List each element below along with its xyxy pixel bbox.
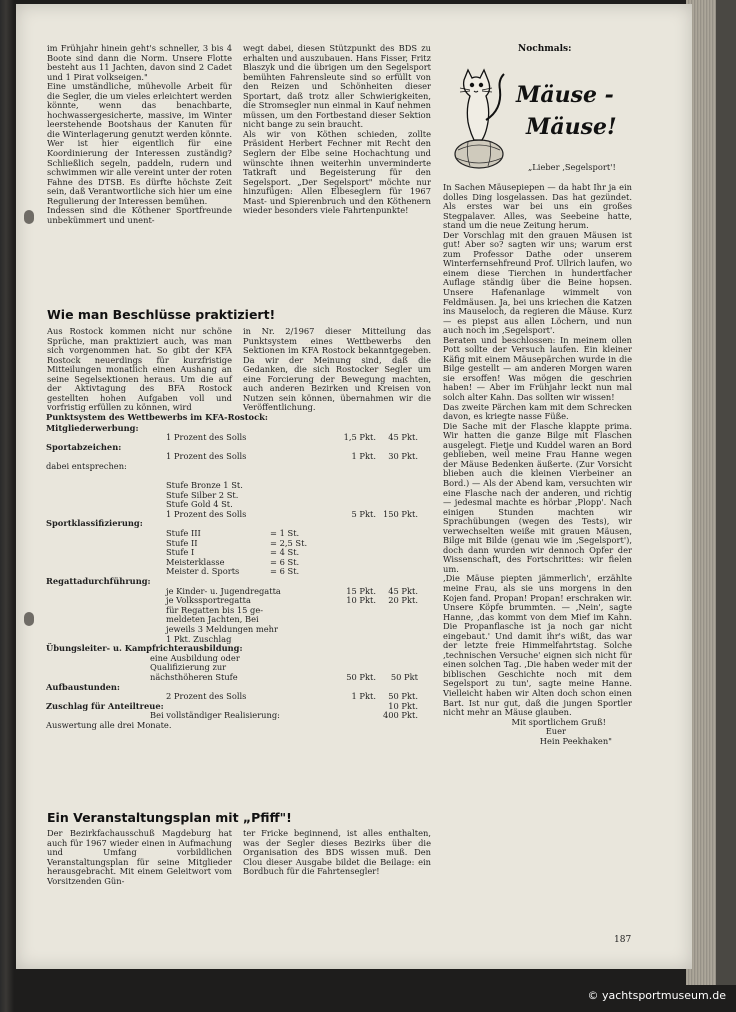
table-cell-cat: Sportabzeichen: — [46, 441, 122, 452]
signature-euer: Euer — [545, 726, 566, 737]
punch-hole — [24, 210, 34, 224]
title-line-1: Mäuse - — [516, 82, 614, 108]
section1-col2: in Nr. 2/1967 dieser Mitteilung das Punktsystem eines Wettbewerbs den Sektionen im KFA Rostock bekanntgegeben. Da wir der Meinung sind, daß die Gedanken, die sich Rostocker Segler um eine Forcierung der Bewegung machten, auch anderen Bezirken und Kreisen von Nutzen sein können, übernahmen wir die Veröffentlichung. — [243, 326, 431, 413]
table-cell-q: 50 Pkt — [390, 671, 418, 682]
table-cell-d: Stufe Gold 4 St. — [166, 499, 233, 510]
book-edge — [716, 0, 736, 985]
table-cell-e: = 6 St. — [270, 566, 300, 577]
table-cell-p: 1 Pkt. — [351, 451, 376, 462]
table-cell-d: Stufe II — [166, 537, 198, 548]
table-cell-e: = 2,5 St. — [270, 537, 308, 548]
table-cell-d: Stufe III — [166, 528, 201, 539]
page-number: 187 — [614, 935, 632, 945]
table-cell-d2: Qualifizierung zur — [150, 662, 227, 673]
paragraph: Der Vorschlag mit den grauen Mäusen ist gut! Aber so? sagten wir uns; warum erst zum Professor Dathe oder unserem Winterfernsehfreund Prof. Ullrich laufen, wo einem diese Tierchen in hundertfacher Auflage ständig über die Beine hopsen. Unsere Hafenanlage wimmelt von Feldmäusen. Ja, bei uns kriechen die Katzen ins Mauseloch, da regieren die Mäuse. Kurz — es piepst aus allen Löchern, und nun auch noch im ‚Segelsport'. — [443, 229, 632, 336]
table-row — [46, 539, 430, 549]
signature-name: Hein Peekhaken" — [539, 735, 612, 746]
table-cell-cat: Zuschlag für Anteiltreue: — [46, 700, 164, 711]
table-cell-d2: nächsthöheren Stufe — [150, 671, 238, 682]
table-row — [46, 491, 430, 501]
paragraph: ‚Die Mäuse piepten jämmerlich', erzählte meine Frau, als sie uns morgens in den Kojen fand. Propan! Propan! erschraken wir. Unsere Köpfe brummten. — ‚Nein', sagte Hanne, ‚das kommt von dem Mief im Kahn. Die Propanflasche ist ja noch gar nicht eingebaut.' Und damit ihr's wißt, das war der letzte freie Himmelfahrtstag. Solche ‚technischen Versuche' eignen sich nicht für einen solchen Tag. ‚Die haben weder mit der biblischen Geschichte noch mit dem Segelsport zu tun', sagte meine Hanne. Vielleicht haben wir Alten doch schon einen Bart. Ist nur gut, daß die jungen Sportler nicht mehr an Mäuse glauben. — [443, 573, 632, 718]
table-cell-d: Stufe Bronze 1 St. — [166, 480, 243, 491]
table-cell-d: Meisterklasse — [166, 556, 225, 567]
table-cell-q: 30 Pkt. — [388, 451, 418, 462]
points-table — [46, 413, 430, 731]
table-cell-d: 1 Pkt. Zuschlag — [166, 633, 232, 644]
table-row — [46, 625, 430, 635]
table-cell-d: Meister d. Sports — [166, 566, 240, 577]
table-row — [46, 519, 430, 529]
table-cell-d2: Bei vollständiger Realisierung: — [150, 710, 280, 721]
table-cell-q: 45 Pkt. — [388, 432, 418, 443]
table-cell-d: je Kinder- u. Jugendregatta — [166, 585, 281, 596]
letter-body — [443, 183, 632, 746]
table-row — [46, 462, 430, 472]
salutation: „Lieber ‚Segelsport'! — [528, 162, 616, 172]
table-cell-e: = 1 St. — [270, 528, 300, 539]
table-cell-q: 45 Pkt. — [388, 585, 418, 596]
section-heading: Ein Veranstaltungsplan mit „Pfiff"! — [47, 810, 292, 825]
table-cell-e: = 6 St. — [270, 556, 300, 567]
paragraph: im Frühjahr hinein geht's schneller, 3 bis 4 Boote sind dann die Norm. Unsere Flotte besteht aus 11 Jachten, davon sind 2 Cadet und 1 Pirat volkseigen." — [47, 43, 232, 82]
table-cell-d: Stufe Silber 2 St. — [166, 489, 239, 500]
paragraph: wegt dabei, diesen Stützpunkt des BDS zu erhalten und auszubauen. Hans Fisser, Fritz Blaszyk und die übrigen um den Segelsport bemühten Fahrensleute sind so erfüllt von den Reizen und Schönheiten dieser Sportart, daß trotz aller Schwierigkeiten, die Stromsegler nun einmal in Kauf nehmen müssen, um den Fortbestand dieser Sektion nicht bange zu sein braucht. — [243, 43, 431, 130]
table-cell-e: = 4 St. — [270, 547, 300, 558]
table-cell-cat: Regattadurchführung: — [46, 576, 151, 587]
paragraph: Als wir von Köthen schieden, zollte Präsident Herbert Fechner mit Recht den Seglern der Elbe seine Hochachtung und wünschte ihnen weiterhin unverminderte Tatkraft und Begeisterung für den Segelsport. „Der Segelsport" möchte nur hinzufügen: Allen Elbeseglern für 1967 Mast- und Spierenbruch und den Köthenern wieder besonders viele Fahrtenpunkte! — [243, 128, 431, 216]
paragraph: In Sachen Mäusepiepen — da habt Ihr ja ein dolles Ding losgelassen. Das hat gezündet. Als erstes war bei uns ein großes Stegpalaver. Alles, was Seebeine hatte, stand um die neue Zeitung herum. — [443, 182, 632, 231]
table-cell-cat: Sportklassifizierung: — [46, 518, 143, 529]
table-cell-d: 1 Prozent des Solls — [166, 432, 247, 443]
paragraph: Beraten und beschlossen: In meinem ollen Pott sollte der Versuch laufen. Ein kleiner Käfig mit einem Mäusepärchen wurde in die Bilge gestellt — am anderen Morgen waren sie ersoffen! Was mögen die geschrien haben! — Aber im Frühjahr leckt nun mal solch alter Kahn. Das sollten wir wissen! — [443, 334, 632, 403]
paragraph: Das zweite Pärchen kam mit dem Schrecken davon, es kriegte nasse Füße. — [443, 401, 632, 422]
column-1-top — [47, 44, 232, 225]
table-cell-d: 2 Prozent des Solls — [166, 691, 247, 702]
paragraph: Die Sache mit der Flasche klappte prima. Wir hatten die ganze Bilge mit Flaschen ausgelegt. Fietje und Kuddel waren an Bord geblieben, weil meine Frau Hanne wegen der Mäuse Bedenken äußerte. (Zur Vorsicht blieben auch die kleinen Vierbeiner an Bord.) — Als der Abend kam, versuchten wir eine Flasche nach der anderen, und richtig — jedesmal machte es hörbar ‚Plopp'. Nach einigen Stunden machten wir Sprachübungen (wegen des Tests), wir verwechselten weiße mit grauen Mäusen, Bilge mit Bilde (genau wie im ‚Segelsport'), doch dann wurden wir dennoch Opfer der Wissenschaft, des Fortschrittes: wir fielen um. — [443, 420, 632, 574]
table-cell-cat: Mitgliederwerbung: — [46, 422, 139, 433]
title-line-2: Mäuse! — [526, 114, 617, 140]
table-row — [46, 721, 430, 731]
table-cell-d: je Volkssportregatta — [166, 595, 251, 606]
table-cell-p: 5 Pkt. — [351, 508, 376, 519]
table-cell-d: 1 Prozent des Solls — [166, 451, 247, 462]
table-cell-plain: dabei entsprechen: — [46, 460, 127, 471]
signature-greeting: Mit sportlichem Gruß! — [511, 716, 606, 727]
punch-hole — [24, 612, 34, 626]
table-cell-d: jeweils 3 Meldungen mehr — [166, 624, 278, 635]
table-cell-cat: Übungsleiter- u. Kampfrichterausbildung: — [46, 643, 243, 654]
table-title: Punktsystem des Wettbewerbs im KFA-Rostock: — [46, 412, 268, 422]
table-cell-plain: Auswertung alle drei Monate. — [46, 719, 172, 730]
section2-col2: ter Fricke beginnend, ist alles enthalten, was der Segler dieses Bezirks über die Organisation des BDS wissen muß. Den Clou dieser Ausgabe bildet die Beilage: ein Bordbuch für die Fahrtensegler! — [243, 828, 431, 877]
table-cell-d2: eine Ausbildung oder — [150, 652, 240, 663]
table-cell-p: 10 Pkt. — [346, 595, 376, 606]
section-heading: Wie man Beschlüsse praktiziert! — [47, 307, 276, 322]
table-cell-d: meldeten Jachten, Bei — [166, 614, 259, 625]
table-cell-d: für Regatten bis 15 ge- — [166, 604, 264, 615]
column-2-top — [243, 44, 431, 216]
table-cell-cat: Aufbaustunden: — [46, 681, 120, 692]
table-cell-p: 50 Pkt. — [346, 671, 376, 682]
watermark-credit: © yachtsportmuseum.de — [587, 989, 726, 1002]
table-cell-q: 10 Pkt. — [388, 700, 418, 711]
table-cell-p: 15 Pkt. — [346, 585, 376, 596]
table-row — [46, 654, 430, 664]
paragraph: Indessen sind die Köthener Sportfreunde unbekümmert und unent- — [47, 205, 232, 225]
paragraph: Eine umständliche, mühevolle Arbeit für die Segler, die um vieles erleichtert werden könnte, wenn das benachbarte, hochwassergesicherte, massive, im Winter leerstehende Bootshaus der Kanuten für die Winterlagerung genutzt werden könnte. Wer ist hier eigentlich für eine Koordinierung der Interessen zuständig? Schließlich segeln, paddeln, rudern und schwimmen wir alle vereint unter der roten Fahne des DTSB. Es dürfte höchste Zeit sein, daß Verantwortliche sich hier um eine Regulierung der Interessen bemühen. — [47, 81, 232, 206]
section1-col1: Aus Rostock kommen nicht nur schöne Sprüche, man praktiziert auch, was man sich vorgenommen hat. So gibt der KFA Rostock neuerdings für kurzfristige Mitteilungen monatlich einen Aushang an seine Segelsektionen heraus. Um die auf der Aktivtagung des BFA Rostock gestellten hohen Aufgaben voll und vorfristig erfüllen zu können, wird — [47, 326, 232, 413]
table-row — [46, 529, 430, 539]
cat-on-globe-illustration — [446, 60, 512, 172]
table-row — [46, 548, 430, 558]
table-row — [46, 481, 430, 491]
section2-col1: Der Bezirkfachausschuß Magdeburg hat auch für 1967 wieder einen in Aufmachung und Umfang vorbildlichen Veranstaltungsplan für seine Mitglieder herausgebracht. Mit einem Geleitwort vom Vorsitzenden Gün- — [47, 828, 232, 886]
table-cell-p: 1,5 Pkt. — [343, 432, 376, 443]
table-cell-q: 150 Pkt. — [382, 508, 418, 519]
table-cell-d: Stufe I — [166, 547, 195, 558]
table-cell-q: 50 Pkt. — [388, 691, 418, 702]
table-cell-q: 20 Pkt. — [388, 595, 418, 606]
kicker: Nochmals: — [518, 44, 572, 54]
table-cell-p: 1 Pkt. — [351, 691, 376, 702]
table-cell-d: 1 Prozent des Solls — [166, 508, 247, 519]
table-cell-q: 400 Pkt. — [382, 710, 418, 721]
